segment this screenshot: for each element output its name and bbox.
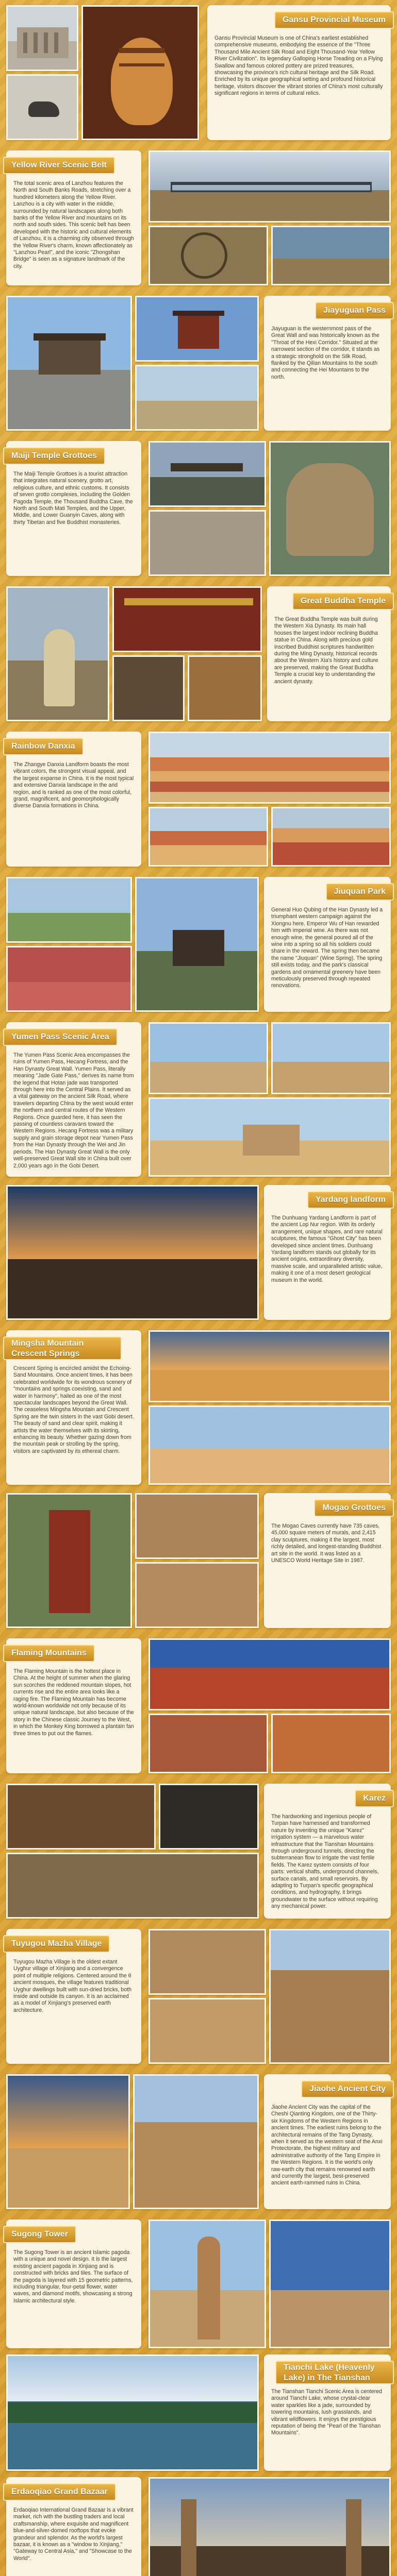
- title-flaming: Flaming Mountains: [3, 1645, 95, 1662]
- red-ridges-photo: [148, 1638, 391, 1710]
- danxia-layers-photo: [271, 807, 391, 867]
- card-maiji: [6, 441, 141, 576]
- great-wall-photo: [135, 365, 259, 431]
- dune-spring-photo: [148, 1330, 391, 1402]
- desc-danxia: The Zhangye Danxia Landform boasts the most vibrant colors, the strongest visual appeal, and the largest expanse in China. It is the most typical and extensive Danxia landscape in the arid region, and is ranked as one of the most colorful, grand, magnificent, and geomorphologically diverse Danxia formations in China.: [13, 761, 134, 809]
- desc-mingsha: Crescent Spring is encircled amidst the Echoing-Sand Mountains. Once ancient times, it has been celebrated worldwide for its wondrous scenery of "mountains and springs coexisting, sand and water in harmony", hailed as one of the most spectacular landscapes beyond the Great Wall. The ceaseless Mingsha Mountain and Crescent Spring are the twin sisters in the vast Gobi desert. The beauty of sand and clear spirit, making it artists the water themselves with its skirting, enhancing its beauty. Whether gazing down from the mountain peak or strolling by the spring, visitors are captivated by its ethereal charm.: [13, 1365, 134, 1454]
- title-yardang: Yardang landform: [307, 1191, 394, 1209]
- title-mingsha: Mingsha Mountain Crescent Springs: [3, 1336, 122, 1360]
- jiaohe-sunset-photo: [6, 2074, 130, 2209]
- section-sugong: [6, 2219, 391, 2348]
- section-yellow-river: [6, 150, 391, 295]
- karez-tunnel-photo: [6, 1784, 156, 1850]
- bronze-horse-photo: [6, 74, 78, 140]
- card-tianchi: [264, 2354, 391, 2471]
- sugong-mosque-photo: [269, 2219, 391, 2348]
- grotto-statues-photo: [148, 510, 266, 576]
- section-mingsha: [6, 1330, 391, 1485]
- desc-maiji: The Maiji Temple Grottoes is a tourist attraction that integrates natural scenery, grotto art, religious culture, and ethnic customs. It consists of seven grotto complexes, including the Golden Pagoda Temple, the Thousand Buddha Cave, the North and South Mati Temples, and the Upper, Middle, and Lower Guanyin Caves, along with thirty Tibetan and five Buddhist monasteries.: [13, 471, 133, 526]
- temple-courtyard-photo: [112, 655, 185, 721]
- han-wall-photo: [148, 1097, 391, 1177]
- danxia-ridge-photo: [148, 807, 268, 867]
- section-jiuquan: [6, 877, 391, 1021]
- desc-karez: The hardworking and ingenious people of Turpan have harnessed and transformed nature by inventing the unique "Karez" irrigation system — a marvelous water infrastructure that the Tianshan Mountains through underground tunnels, directing the subterranean flow to irrigate the vast fertile fields. The Karez system consists of four parts: vertical shafts, underground channels, surface canals, and small reservoirs. By adapting to Turpan's specific geographical conditions, and hydrography, it brings groundwater to the surface without requiring any mechanical power.: [271, 1814, 379, 1910]
- desc-sugong: The Sugong Tower is an ancient Islamic pagoda with a unique and novel design. It is the largest existing ancient pagoda in Xinjiang and is constructed with bricks and tiles. The surface of the pagoda is layered with 15 geometric patterns, including triangular, four-petal flower, water waves, and diamond motifs, showcasing a strong Islamic architectural style.: [13, 2249, 133, 2304]
- title-tuyugou: Tuyugou Mazha Village: [3, 1935, 110, 1953]
- dune-panorama-photo: [148, 1405, 391, 1485]
- desc-yellow-river: The total scenic area of Lanzhou features the North and South Banks Roads, stretching over a hundred kilometers along the Yellow River. Lanzhou is a city with water in the middle, surrounded by natural landscapes along both banks of the Yellow River and mountains on its north and south sides. This scenic belt has been developed with the historic and cultural elements of Lanzhou, it is a charming city observed through the Yellow River's charm, known affectionately as "Lanzhou Pearl", and the iconic "Zhongshan Bridge" is seen as a signature landmark of the city.: [13, 180, 134, 269]
- tianchi-lake-photo: [6, 2354, 259, 2471]
- temple-hall-photo: [112, 586, 262, 652]
- title-sugong: Sugong Tower: [3, 2226, 76, 2243]
- card-great-buddha: [267, 586, 391, 721]
- sugong-minaret-photo: [148, 2219, 266, 2348]
- section-karez: [6, 1784, 391, 1928]
- pavilion-photo: [135, 877, 259, 1012]
- title-erdaoqiao: Erdaoqiao Grand Bazaar: [3, 2483, 116, 2501]
- desc-erdaoqiao: Erdaoqiao International Grand Bazaar is a vibrant market, rich with the bustling traders and local craftsmanship, where exquisite and magnificent blue-and-silver-domed rooftops that evoke grandeur and splendor. As the world's largest bazaar, it is known as a "window to Xinjiang," "Gateway to Central Asia," and "Showcase to the World".: [13, 2507, 134, 2562]
- card-erdaoqiao: [6, 2477, 141, 2576]
- card-mogao: [264, 1493, 391, 1628]
- desc-jiuquan: General Huo Qubing of the Han Dynasty led a triumphant western campaign against the Xiongnu here. Emperor Wu of Han rewarded him with imperial wine. As there was not enough wine, the general poured all of the wine into a spring so all his soldiers could share in the reward. The spring then became the name "Jiuquan" (Wine Spring). The spring still exists today, and the park's classical gardens and ornamental greenery have been meticulously preserved through repeated renovations.: [271, 907, 383, 989]
- cave-facade-photo: [135, 1562, 259, 1628]
- painted-pottery-photo: [81, 5, 199, 140]
- mud-houses-photo: [148, 1929, 266, 1995]
- section-flaming: [6, 1638, 391, 1783]
- waterwheel-photo: [148, 226, 268, 285]
- section-tianchi: [6, 2354, 391, 2471]
- title-yellow-river: Yellow River Scenic Belt: [3, 157, 115, 174]
- card-sugong: [6, 2219, 141, 2348]
- danxia-panorama-photo: [148, 732, 391, 804]
- park-garden-photo: [6, 877, 132, 943]
- title-danxia: Rainbow Danxia: [3, 738, 84, 755]
- yardang-sunset-photo: [6, 1185, 259, 1320]
- title-jiaohe: Jiaohe Ancient City: [301, 2080, 394, 2098]
- card-yardang: [264, 1185, 391, 1320]
- mural-photo: [135, 1493, 259, 1559]
- temple-roofs-photo: [148, 441, 266, 507]
- section-gansu-museum: [6, 5, 391, 149]
- card-yellow-river: [6, 150, 141, 285]
- card-jiuquan: [264, 877, 391, 1012]
- title-mogao: Mogao Grottoes: [314, 1499, 394, 1517]
- buddha-statue-photo: [6, 586, 109, 721]
- desc-flaming: The Flaming Mountain is the hottest place in China. At the height of summer when the glaring sun scorches the reddened mountain slopes, hot currents rise and the entire area looks like a raging fire. The Flaming Mountain has become world-known worldwide not only because of its unique natural landscape, but also because of the story in the Chinese classic Journey to the West, in which the Monkey King borrowed a plantain fan three times to put out the flames.: [13, 1668, 134, 1737]
- desc-gansu-museum: Gansu Provincial Museum is one of China's earliest established comprehensive museums, embodying the essence of the "Three Thousand Mile Ancient Silk Road and Eight Thousand-Year Yellow River Civilization". Its legendary Galloping Horse Treading on a Flying Swallow and famous colored pottery are prized treasures, showcasing the province's rich cultural heritage and the Silk Road. Enriched by its unique geographical setting and profound historical heritage, visitors discover the vibrant stories of China's most culturally significant regions in terms of cultural relics.: [214, 35, 383, 97]
- canyon-village-photo: [269, 1929, 391, 2064]
- section-erdaoqiao: [6, 2477, 391, 2576]
- title-yumen: Yumen Pass Scenic Area: [3, 1028, 118, 1046]
- mountain-wall-photo: [148, 1714, 268, 1773]
- gobi-fort-photo: [271, 1022, 391, 1094]
- title-tianchi: Tianchi Lake (Heavenly Lake) in The Tianshan: [275, 2361, 394, 2384]
- cliff-grotto-photo: [269, 441, 391, 576]
- section-danxia: [6, 732, 391, 876]
- karez-canal-photo: [6, 1853, 259, 1919]
- section-great-buddha: [6, 586, 391, 731]
- scripture-photo: [188, 655, 262, 721]
- iron-bridge-photo: [148, 150, 391, 223]
- section-yumen: [6, 1022, 391, 1177]
- card-tuyugou: [6, 1929, 141, 2064]
- museum-building-photo: [6, 5, 78, 71]
- card-jiayuguan: [264, 296, 391, 431]
- section-yardang: [6, 1185, 391, 1329]
- title-jiuquan: Jiuquan Park: [326, 883, 394, 901]
- card-danxia: [6, 732, 141, 867]
- desc-tianchi: The Tianshan Tianchi Scenic Area is centered around Tianchi Lake, whose crystal-clear water sparkles like a jade, surrounded by towering mountains, lush grasslands, and vibrant wildflowers. It enjoys the prestigious reputation of being the "Pearl of the Tianshan Mountains".: [271, 2388, 382, 2436]
- desc-yardang: The Dunhuang Yardang Landform is part of the ancient Lop Nur region. With its orderly arrangement, unique shapes, and rare natural sculptures, the famous "Ghost City" has been developed since ancient times. Dunhuang Yardang landform stands out globally for its ancient origins, extraordinary diversity, massive scale, and unparalleled artistic value, making it one of a most desert geological museum in the world.: [271, 1215, 383, 1283]
- desc-tuyugou: Tuyugou Mazha Village is the oldest extant Uyghur village of Xinjiang and a convergence point of multiple religions. Centered around the 6 ancient mosques, the village features traditional Uyghur dwellings built with sun-dried bricks, both inside and outside its canyon. It is an acclaimed as a model of Xinjiang's preserved earth architecture.: [13, 1959, 132, 2013]
- thermometer-photo: [271, 1714, 391, 1773]
- card-jiaohe: [264, 2074, 391, 2209]
- section-mogao: [6, 1493, 391, 1637]
- desc-yumen: The Yumen Pass Scenic Area encompasses the ruins of Yumen Pass, Hecang Fortress, and the Han Dynasty Great Wall. Yumen Pass, literally meaning "Jade Gate Pass," derives its name from the legend that Hotan jade was transported through here into the Central Plains. It served as a vital gateway on the ancient Silk Road, where travelers departing China by the west would enter the northern and central routes of the Western Regions. Once guarded here, it has seen the passing of countless caravans toward the Western Regions. Hecang Fortress was a military supply and grain storage depot near Yumen Pass from the Han Dynasty through the Wei and Jin periods. The Han Dynasty Great Wall is the only well-preserved Great Wall site in China built over 2,000 years ago in the Gobi Desert.: [13, 1052, 134, 1169]
- title-great-buddha: Great Buddha Temple: [292, 592, 394, 610]
- desc-jiayuguan: Jiayuguan is the westernmost pass of the Great Wall and was historically known as the "Throat of the Hexi Corridor." Situated at the narrowest section of the corridor, it stands as a strategic stronghold on the Silk Road, flanked by the Qilian Mountains to the south and connecting the Hei Mountains to the north.: [271, 326, 380, 380]
- village-lane-photo: [148, 1998, 266, 2064]
- yumen-ruins-photo: [148, 1022, 268, 1094]
- title-karez: Karez: [355, 1790, 394, 1807]
- desc-mogao: The Mogao Caves currently have 735 caves, 45,000 square meters of murals, and 2,415 clay sculptures, making it the largest, most richly detailed, and longest-standing Buddhist art site in the world. It was listed as a UNESCO World Heritage Site in 1987.: [271, 1523, 382, 1564]
- title-maiji: Maiji Temple Grottoes: [3, 447, 105, 465]
- card-gansu-museum: [207, 5, 391, 140]
- card-mingsha: [6, 1330, 141, 1485]
- river-city-photo: [271, 226, 391, 285]
- desc-jiaohe: Jiaohe Ancient City was the capital of the Cheshi Qianting Kingdom, one of the Thirty-six Kingdoms of the Western Regions in ancient times. The earliest ruins belong to the architectural remains of the Tang Dynasty, when it served as the western seat of the Anxi Protectorate, the highest military and administrative authority of the Tang Empire in the Western Regions. It is the world's only raw-earth city that remains renowned earth and currently the largest, best-preserved ancient earth-rammed ruins in China.: [271, 2104, 383, 2187]
- nine-story-pagoda-photo: [6, 1493, 132, 1628]
- section-jiayuguan: [6, 296, 391, 440]
- flower-field-photo: [6, 946, 132, 1012]
- gate-tower-photo: [135, 296, 259, 362]
- section-maiji: [6, 441, 391, 585]
- jiayuguan-fort-photo: [6, 296, 132, 431]
- title-jiayuguan: Jiayuguan Pass: [315, 302, 394, 319]
- bazaar-photo: [148, 2477, 391, 2576]
- section-tuyugou: [6, 1929, 391, 2073]
- card-yumen: [6, 1022, 141, 1177]
- card-flaming: [6, 1638, 141, 1773]
- karez-channel-photo: [159, 1784, 259, 1850]
- card-karez: [264, 1784, 391, 1919]
- desc-great-buddha: The Great Buddha Temple was built during the Western Xia Dynasty. Its main hall houses the largest indoor reclining Buddha statue in China. Along with precious gold inscribed Buddhist scriptures handwritten during the Ming Dynasty, historical records about the Western Xia's history and culture are preserved, making the Great Buddha Temple a crucial key to understanding the ancient dynasty.: [274, 616, 378, 685]
- jiaohe-ruins-photo: [133, 2074, 259, 2209]
- title-gansu-museum: Gansu Provincial Museum: [274, 11, 394, 29]
- section-jiaohe: [6, 2074, 391, 2218]
